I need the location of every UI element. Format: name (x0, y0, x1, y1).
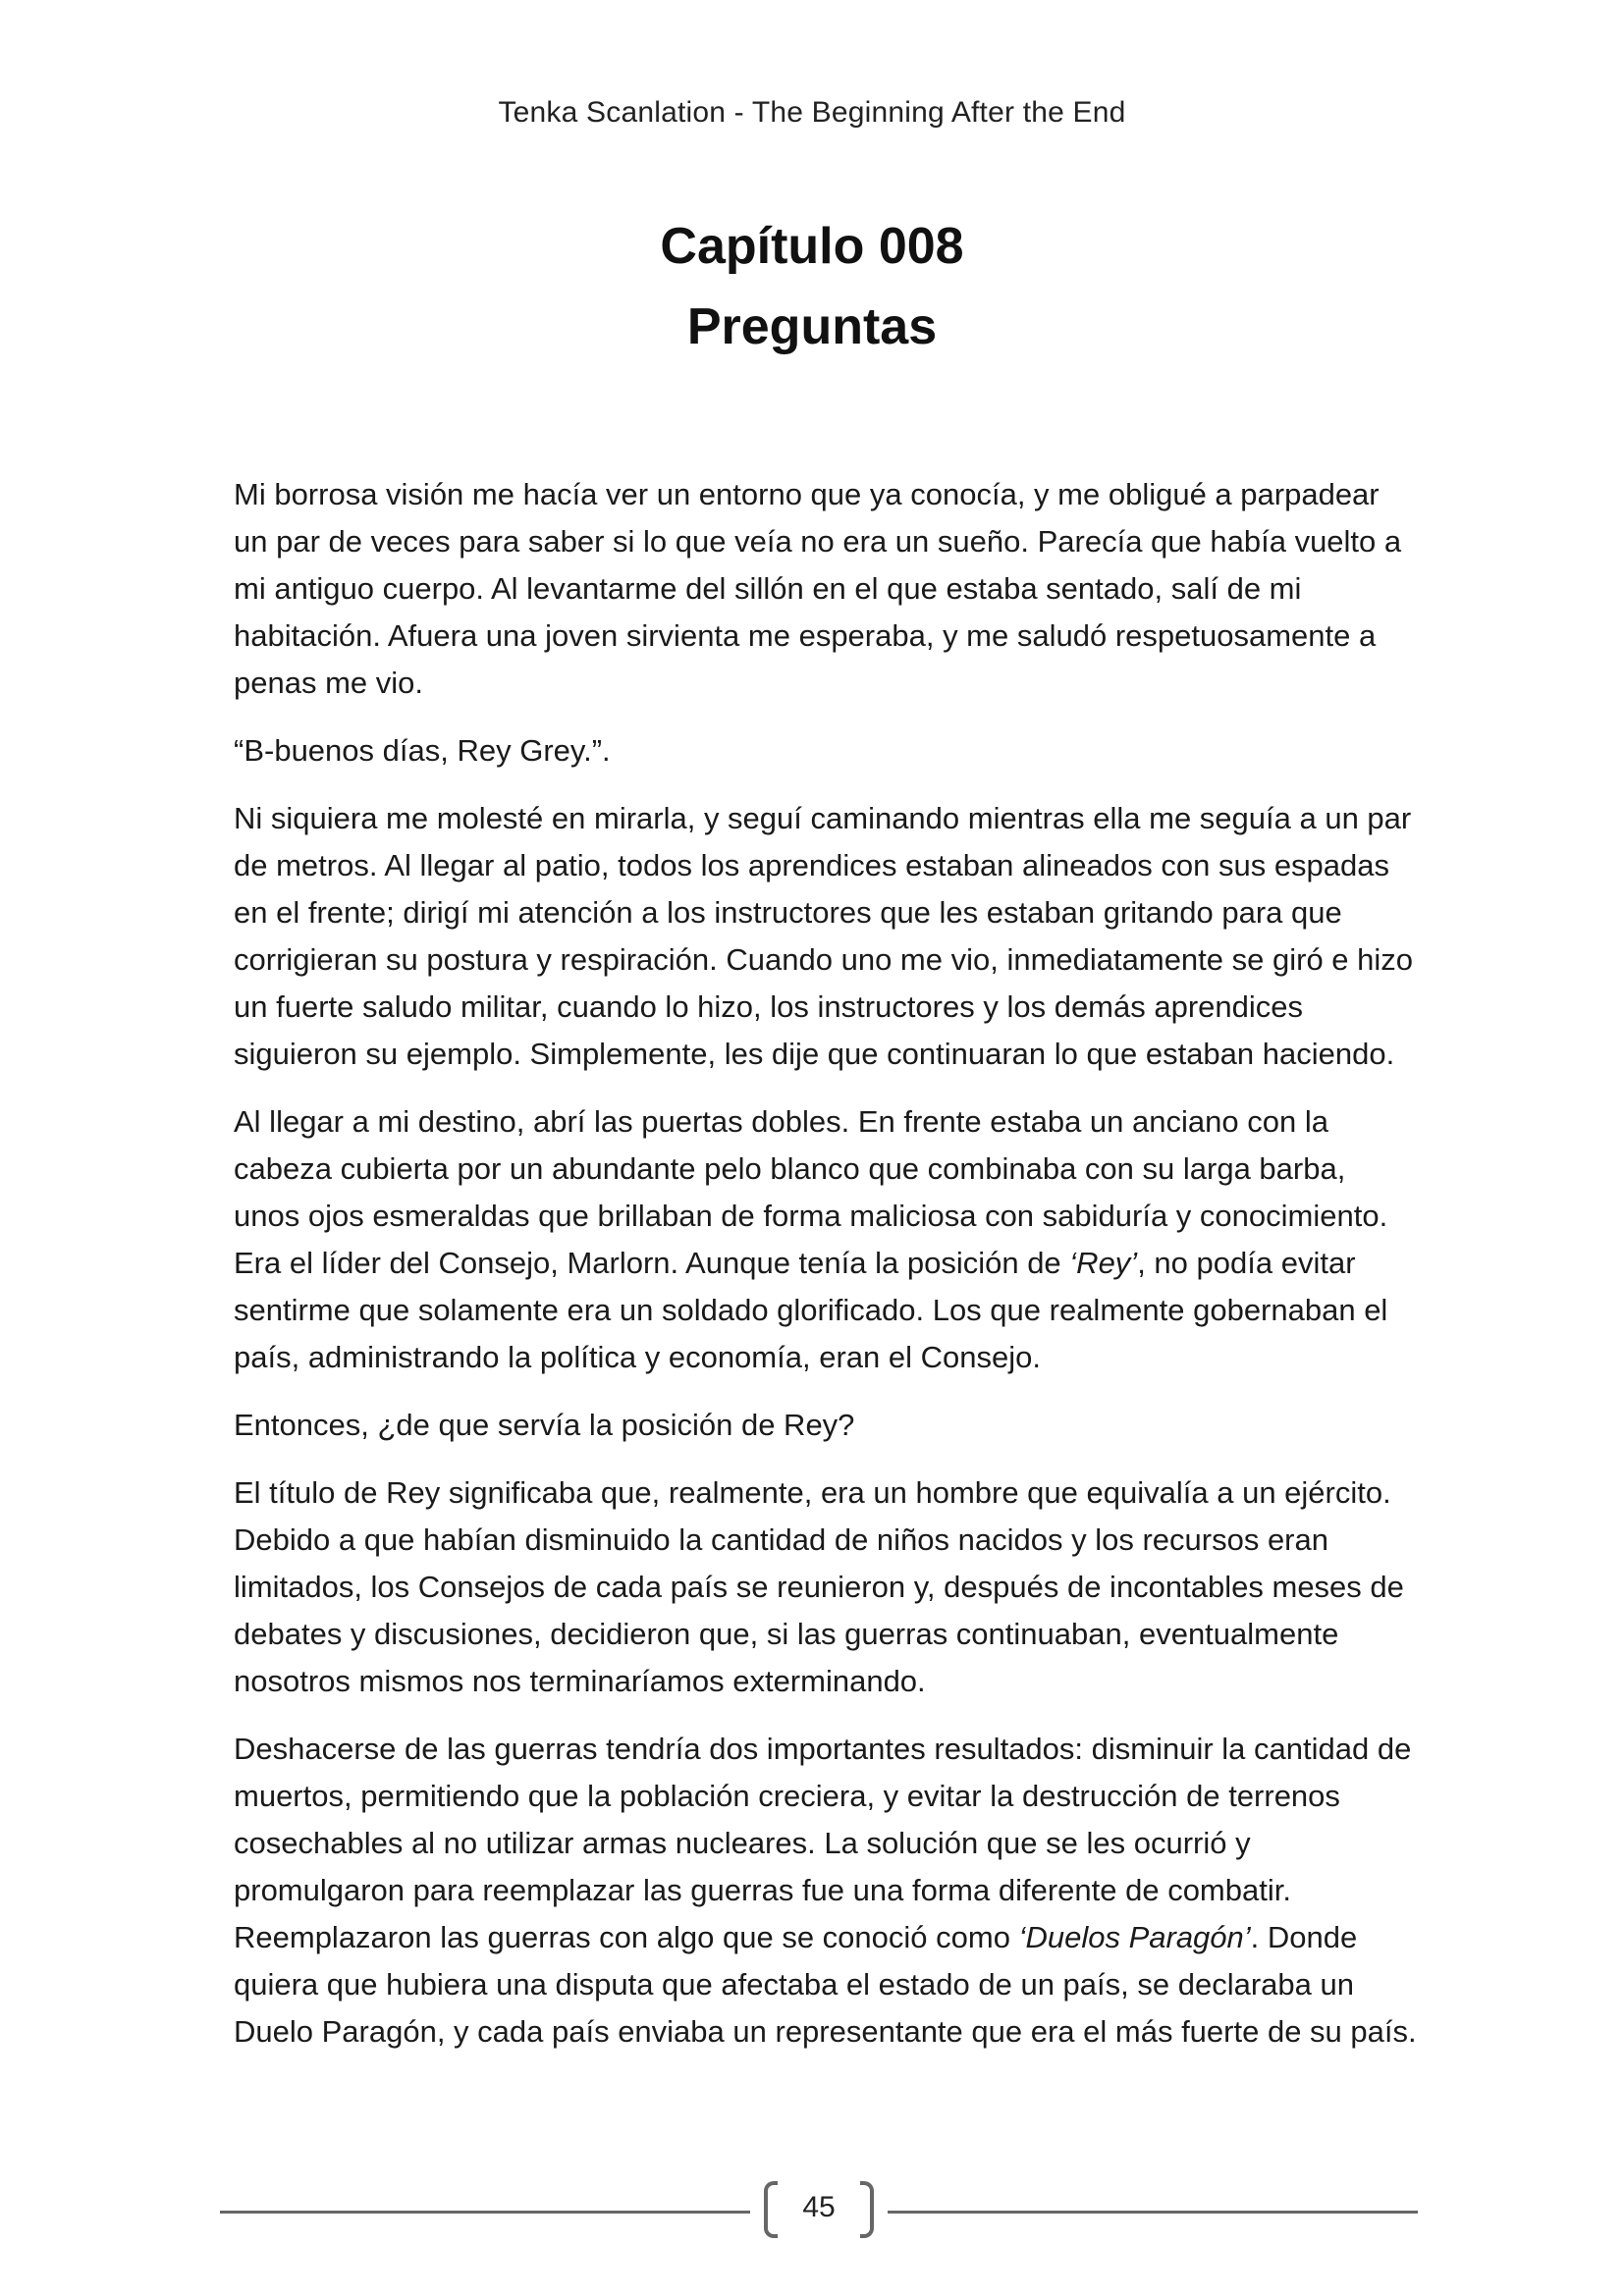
italic-term: ‘Rey’ (1069, 1246, 1138, 1280)
paragraph: Entonces, ¿de que servía la posición de Rey? (234, 1408, 855, 1442)
footer-rule-right (888, 2211, 1418, 2214)
page-number: 45 (802, 2191, 836, 2223)
running-header: Tenka Scanlation - The Beginning After the End (498, 96, 1126, 129)
paragraph: El título de Rey significaba que, realmente, era un hombre que equivalía a un ejército. Debido a que habían disminuido la cantidad de niños nacidos y los recursos eran limitados, los Consejos de cada país se reunieron y, después de incontables meses de debates y discusiones, decidieron que, si las guerras continuaban, eventualmente nosotros mismos nos terminaríamos exterminando. (234, 1475, 1404, 1698)
open-bracket-icon (764, 2181, 778, 2238)
paragraph: Al llegar a mi destino, abrí las puertas dobles. En frente estaba un anciano con la cabeza cubierta por un abundante pelo blanco que combinaba con su larga barba, unos ojos esmeraldas que brillaban de forma maliciosa con sabiduría y conocimiento. Era el líder del Consejo, Marlorn. Aunque tenía la posición de ‘Rey’, no podía evitar sentirme que solamente era un soldado glorificado. Los que realmente gobernaban el país, administrando la política y economía, eran el Consejo. (234, 1104, 1388, 1374)
footer-rule-left (220, 2211, 750, 2214)
paragraph: Ni siquiera me molesté en mirarla, y seguí caminando mientras ella me seguía a un par de metros. Al llegar al patio, todos los aprendices estaban alineados con sus espadas en el frente; dirigí mi atención a los instructores que les estaban gritando para que corrigieran su postura y respiración. Cuando uno me vio, inmediatamente se giró e hizo un fuerte saludo militar, cuando lo hizo, los instructores y los demás aprendices siguieron su ejemplo. Simplemente, les dije que continuaran lo que estaban haciendo. (234, 801, 1414, 1071)
chapter-number: Capítulo 008 (660, 218, 964, 275)
italic-term: ‘Duelos Paragón’ (1018, 1920, 1251, 1954)
chapter-title: Preguntas (686, 298, 938, 355)
close-bracket-icon (860, 2181, 874, 2238)
chapter-heading (0, 206, 1624, 367)
paragraph: Mi borrosa visión me hacía ver un entorno que ya conocía, y me obligué a parpadear un par de veces para saber si lo que veía no era un sueño. Parecía que había vuelto a mi antiguo cuerpo. Al levantarme del sillón en el que estaba sentado, salí de mi habitación. Afuera una joven sirvienta me esperaba, y me saludó respetuosamente a penas me vio. (234, 477, 1402, 700)
chapter-body (234, 471, 1418, 2076)
page-footer (220, 2181, 1418, 2240)
paragraph-dialogue: “B-buenos días, Rey Grey.”. (234, 733, 611, 768)
paragraph: Deshacerse de las guerras tendría dos importantes resultados: disminuir la cantidad de muertos, permitiendo que la población creciera, y evitar la destrucción de terrenos cosechables al no utilizar armas nucleares. La solución que se les ocurrió y promulgaron para reemplazar las guerras fue una forma diferente de combatir. Reemplazaron las guerras con algo que se conoció como ‘Duelos Paragón’. Donde quiera que hubiera una disputa que afectaba el estado de un país, se declaraba un Duelo Paragón, y cada país enviaba un representante que era el más fuerte de su país. (234, 1732, 1417, 2049)
